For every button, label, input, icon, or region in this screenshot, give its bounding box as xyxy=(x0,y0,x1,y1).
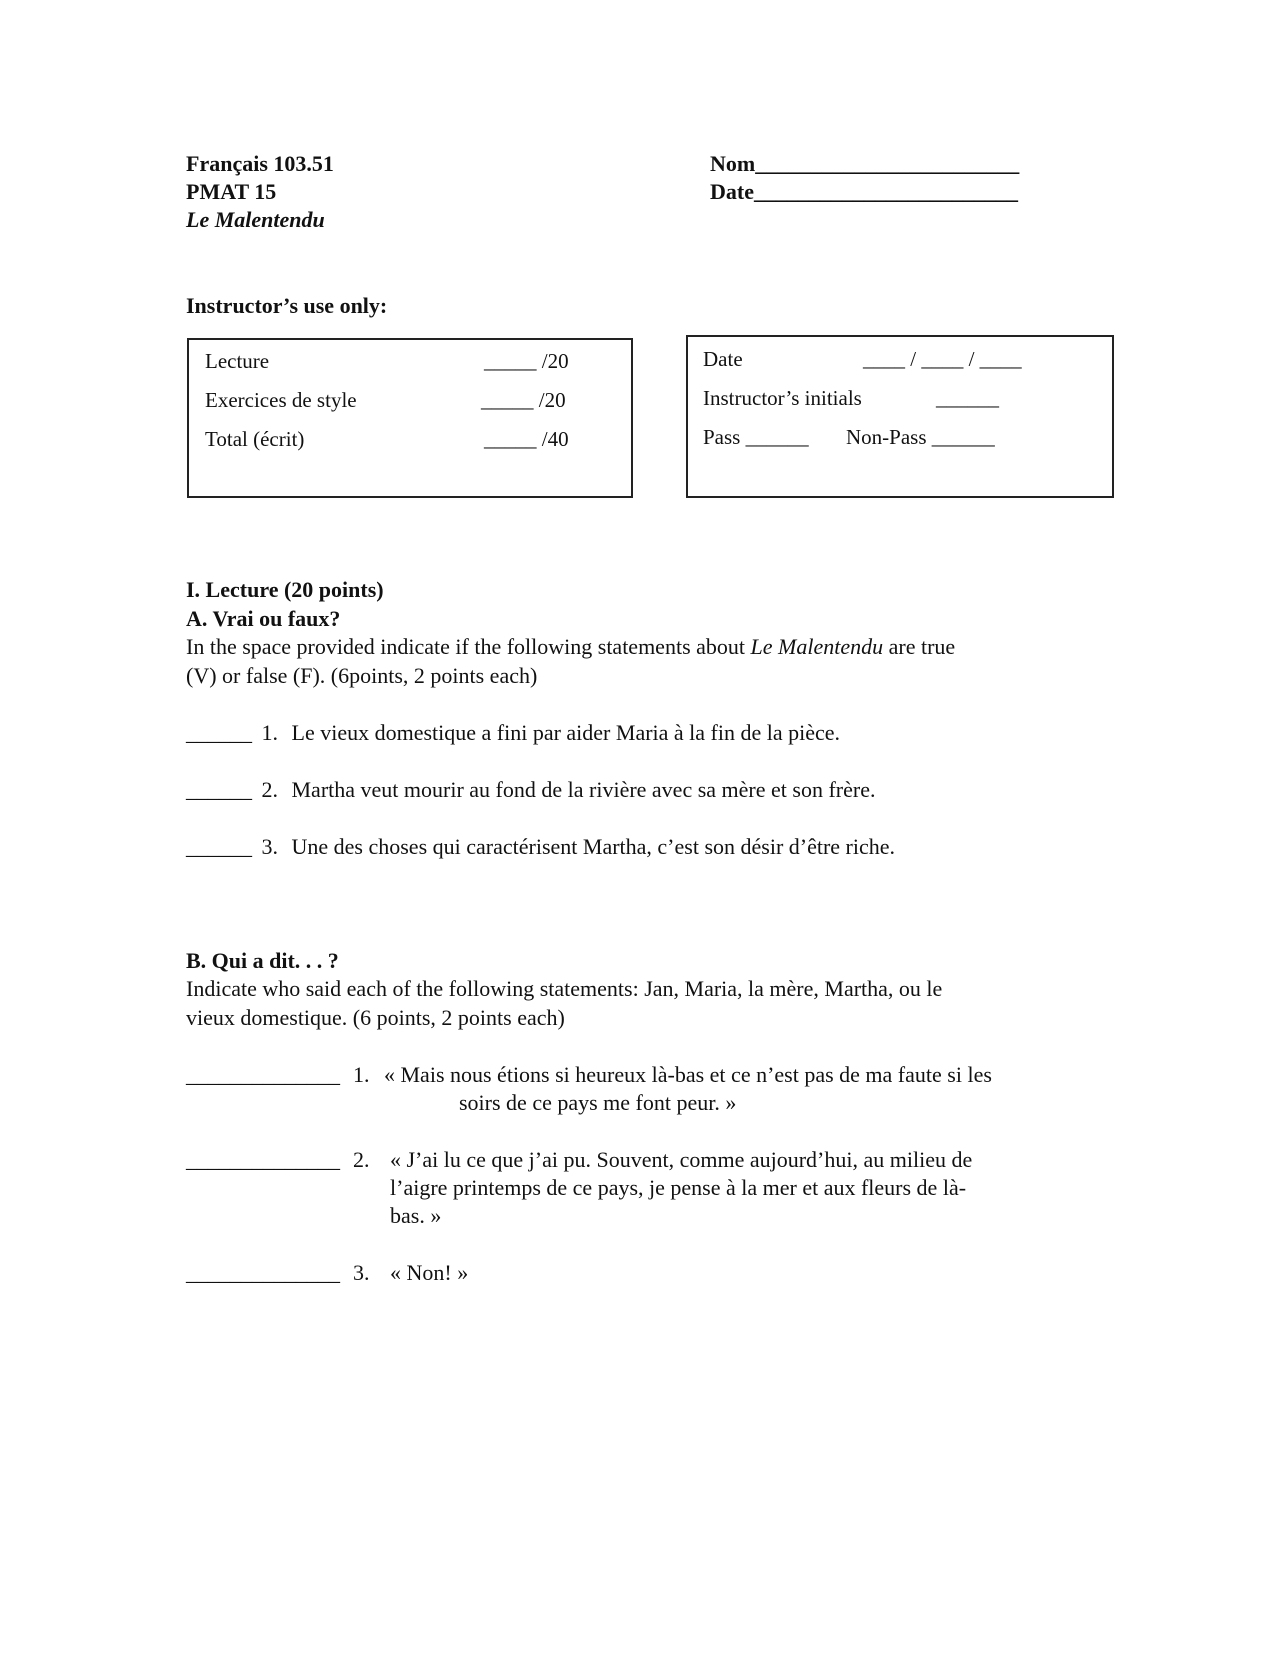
part-a-instructions xyxy=(186,633,1066,690)
vf-item-2 xyxy=(186,776,875,804)
part-b-instructions xyxy=(186,975,1066,1032)
qui-item-2-number: 2. xyxy=(353,1147,370,1172)
qui-item-1-line-2: soirs de ce pays me font peur. » xyxy=(459,1090,737,1115)
item-text: Martha veut mourir au fond de la rivière avec sa mère et son frère. xyxy=(291,777,876,802)
instructions-line2: (V) or false (F). (6points, 2 points each) xyxy=(186,662,538,688)
qui-item-3-line-1: « Non! » xyxy=(390,1260,469,1285)
nonpass-field[interactable]: Non-Pass ______ xyxy=(846,425,995,449)
instructions-text: In the space provided indicate if the following statements about xyxy=(186,634,751,659)
score-blank-lecture[interactable]: _____ /20 xyxy=(484,349,569,373)
instructions-text-end: are true xyxy=(883,634,956,659)
qui-item-3-blank[interactable]: ______________ xyxy=(186,1260,340,1285)
instructions-line2: vieux domestique. (6 points, 2 points each) xyxy=(186,1004,565,1030)
instructor-box xyxy=(686,335,1114,498)
pass-field[interactable]: Pass ______ xyxy=(703,425,809,449)
score-label-exercices: Exercices de style xyxy=(205,388,357,412)
instructor-initials-label: Instructor’s initials xyxy=(703,386,862,410)
qui-item-2-line-3: bas. » xyxy=(390,1203,442,1228)
qui-item-2-blank[interactable]: ______________ xyxy=(186,1147,340,1172)
course-title: Français 103.51 xyxy=(186,151,334,176)
section-one-title: I. Lecture (20 points) xyxy=(186,577,384,602)
item-number: 3. xyxy=(261,834,278,859)
qui-item-1-blank[interactable]: ______________ xyxy=(186,1062,340,1087)
instructor-date-label: Date xyxy=(703,347,743,371)
answer-blank[interactable]: ______ xyxy=(186,777,252,802)
date-field[interactable]: Date________________________ xyxy=(710,179,1018,204)
instructions-line1: Indicate who said each of the following statements: Jan, Maria, la mère, Martha, ou le xyxy=(186,976,943,1001)
qui-item-2-line-1: « J’ai lu ce que j’ai pu. Souvent, comme aujourd’hui, au milieu de xyxy=(390,1147,973,1172)
work-title: Le Malentendu xyxy=(186,207,325,232)
qui-item-1-number: 1. xyxy=(353,1062,370,1087)
qui-item-2-line-2: l’aigre printemps de ce pays, je pense à la mer et aux fleurs de là- xyxy=(390,1175,967,1200)
instructions-work-title: Le Malentendu xyxy=(750,634,884,659)
score-blank-exercices[interactable]: _____ /20 xyxy=(481,388,566,412)
instructor-initials-blank[interactable]: ______ xyxy=(936,386,999,410)
vf-item-3 xyxy=(186,833,895,861)
answer-blank[interactable]: ______ xyxy=(186,834,252,859)
qui-item-1-line-1: « Mais nous étions si heureux là-bas et ce n’est pas de ma faute si les xyxy=(384,1062,992,1087)
item-text: Le vieux domestique a fini par aider Maria à la fin de la pièce. xyxy=(291,720,841,745)
vf-item-1 xyxy=(186,719,840,747)
pmat-label: PMAT 15 xyxy=(186,179,277,204)
instructor-heading: Instructor’s use only: xyxy=(186,293,388,318)
nom-field[interactable]: Nom________________________ xyxy=(710,151,1020,176)
qui-item-3-number: 3. xyxy=(353,1260,370,1285)
score-blank-total[interactable]: _____ /40 xyxy=(484,427,569,451)
score-label-lecture: Lecture xyxy=(205,349,270,373)
part-a-title: A. Vrai ou faux? xyxy=(186,606,341,631)
score-box xyxy=(187,338,633,498)
score-label-total: Total (écrit) xyxy=(205,427,305,451)
instructor-date-blank[interactable]: ____ / ____ / ____ xyxy=(863,347,1022,371)
part-b-title: B. Qui a dit. . . ? xyxy=(186,948,339,973)
item-text: Une des choses qui caractérisent Martha, c’est son désir d’être riche. xyxy=(291,834,896,859)
item-number: 2. xyxy=(261,777,278,802)
answer-blank[interactable]: ______ xyxy=(186,720,252,745)
item-number: 1. xyxy=(261,720,278,745)
